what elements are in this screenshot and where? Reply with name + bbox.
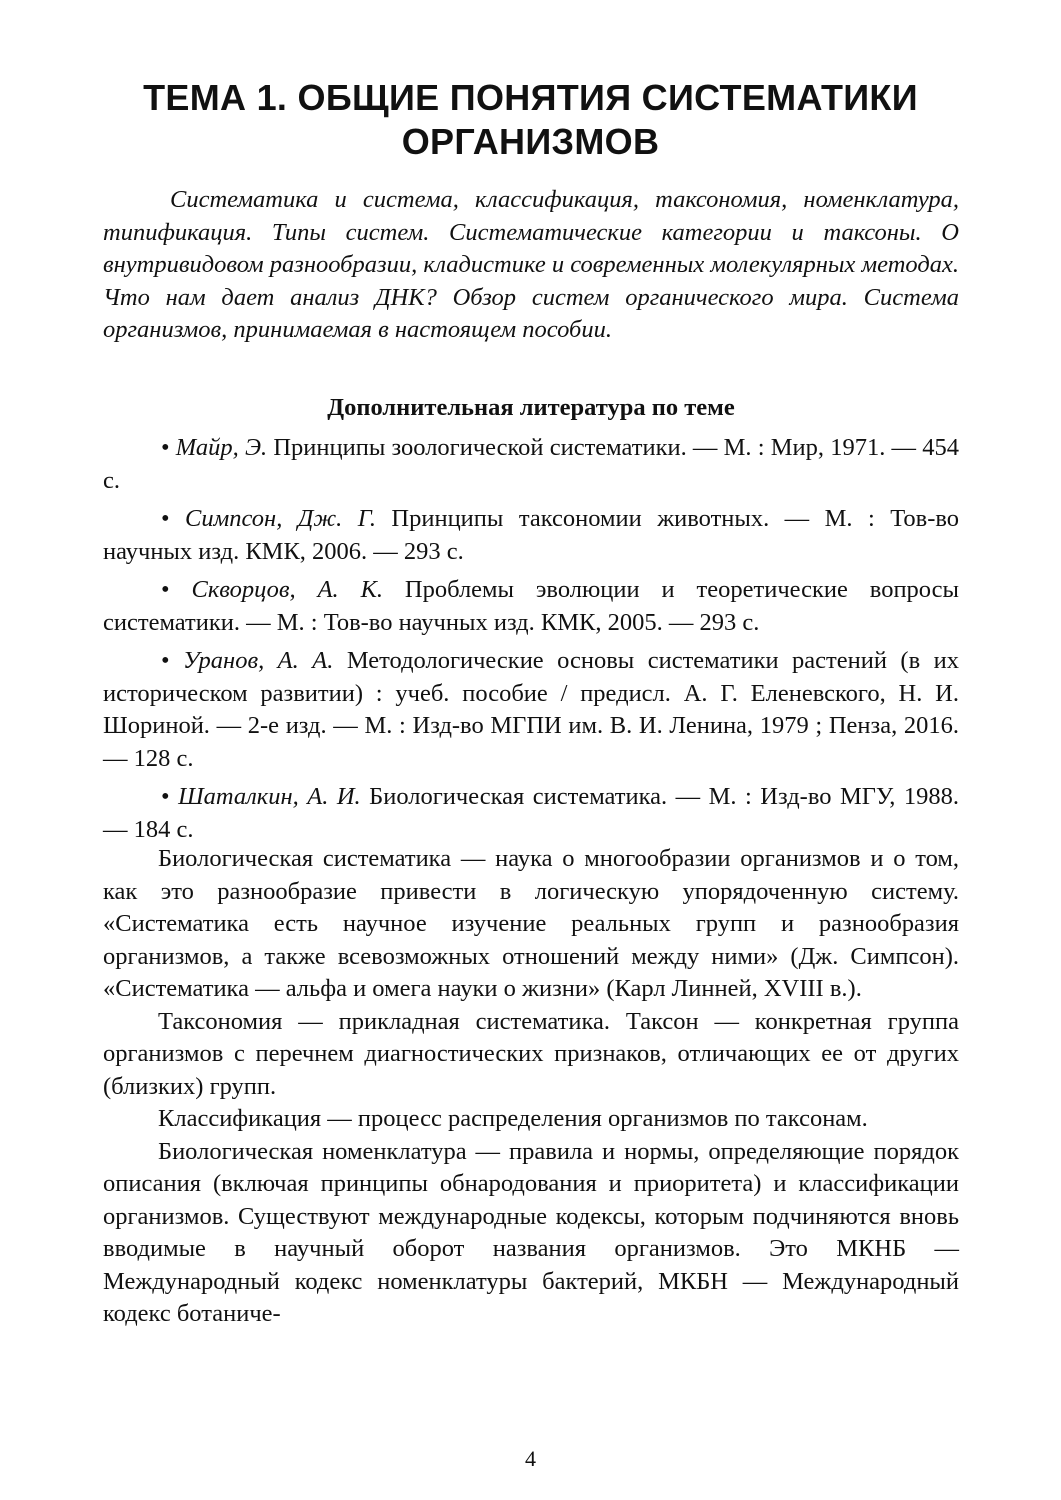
bullet-icon: • (161, 783, 170, 810)
main-text (103, 843, 959, 1331)
reference-item (103, 503, 959, 568)
chapter-abstract: Систематика и система, классификация, таксономия, номенклатура, типификация. Типы систем. Систематические категории и таксоны. О внутривидовом разнообразии, кладистике и современных молекулярных методах. Что нам дает анализ ДНК? Обзор систем органического мира. Система организмов, принимаемая в настоящем пособии. (103, 186, 959, 343)
reference-item (103, 574, 959, 639)
reference-item (103, 432, 959, 497)
body-paragraph: Таксономия — прикладная систематика. Таксон — конкретная группа организмов с перечнем диагностических признаков, отличающих ее от других (близких) групп. (103, 1007, 959, 1100)
reference-author: Шаталкин, А. И. (178, 783, 361, 810)
reference-item (103, 781, 959, 846)
body-paragraph: Биологическая номенклатура — правила и нормы, определяющие порядок описания (включая принципы обнародования и приоритета) и классификации организмов. Существуют международные кодексы, которым подчиняются вновь вводимые в научный оборот названия организмов. Это МКНБ — Международный кодекс номенклатуры бактерий, МКБН — Международный кодекс ботаниче- (103, 1137, 959, 1327)
reference-author: Скворцов, А. К. (191, 576, 383, 603)
reference-item (103, 645, 959, 775)
reference-author: Симпсон, Дж. Г. (185, 505, 376, 532)
bullet-icon: • (161, 434, 170, 461)
reference-text: Методологические основы систематики растений (в их историческом развитии) : учеб. пособие / предисл. А. Г. Еленевского, Н. И. Шориной. — 2-е изд. — М. : Изд-во МГПИ им. В. И. Ленина, 1979 ; Пенза, 2016. — 128 с. (103, 647, 959, 772)
page-number: 4 (525, 1446, 536, 1471)
bullet-icon: • (161, 505, 170, 532)
bullet-icon: • (161, 576, 170, 603)
reference-author: Майр, Э. (175, 434, 268, 461)
reference-text: Проблемы эволюции и теоретические вопросы систематики. — М. : Тов-во научных изд. КМК, 2005. — 293 с. (103, 576, 960, 636)
reference-author: Уранов, А. А. (183, 647, 334, 674)
body-paragraph: Биологическая систематика — наука о многообразии организмов и о том, как это разнообразие привести в логическую упорядоченную систему. «Систематика есть научное изучение реальных групп и разнообразия организмов, а также всевозможных отношений между ними» (Дж. Симпсон). «Систематика — альфа и омега науки о жизни» (Карл Линней, XVIII в.). (103, 845, 959, 1002)
reference-text: Биологическая систематика. — М. : Изд-во МГУ, 1988. — 184 с. (103, 783, 960, 843)
reference-text: Принципы таксономии животных. — М. : Тов-во научных изд. КМК, 2006. — 293 с. (103, 505, 960, 565)
chapter-title: ТЕМА 1. ОБЩИЕ ПОНЯТИЯ СИСТЕМАТИКИ ОРГАНИЗМОВ (143, 77, 918, 162)
bullet-icon: • (161, 647, 170, 674)
literature-heading: Дополнительная литература по теме (327, 394, 735, 421)
body-paragraph: Классификация — процесс распределения организмов по таксонам. (158, 1105, 868, 1132)
reference-text: Принципы зоологической систематики. — М. : Мир, 1971. — 454 с. (103, 434, 959, 494)
reference-list (103, 432, 959, 852)
